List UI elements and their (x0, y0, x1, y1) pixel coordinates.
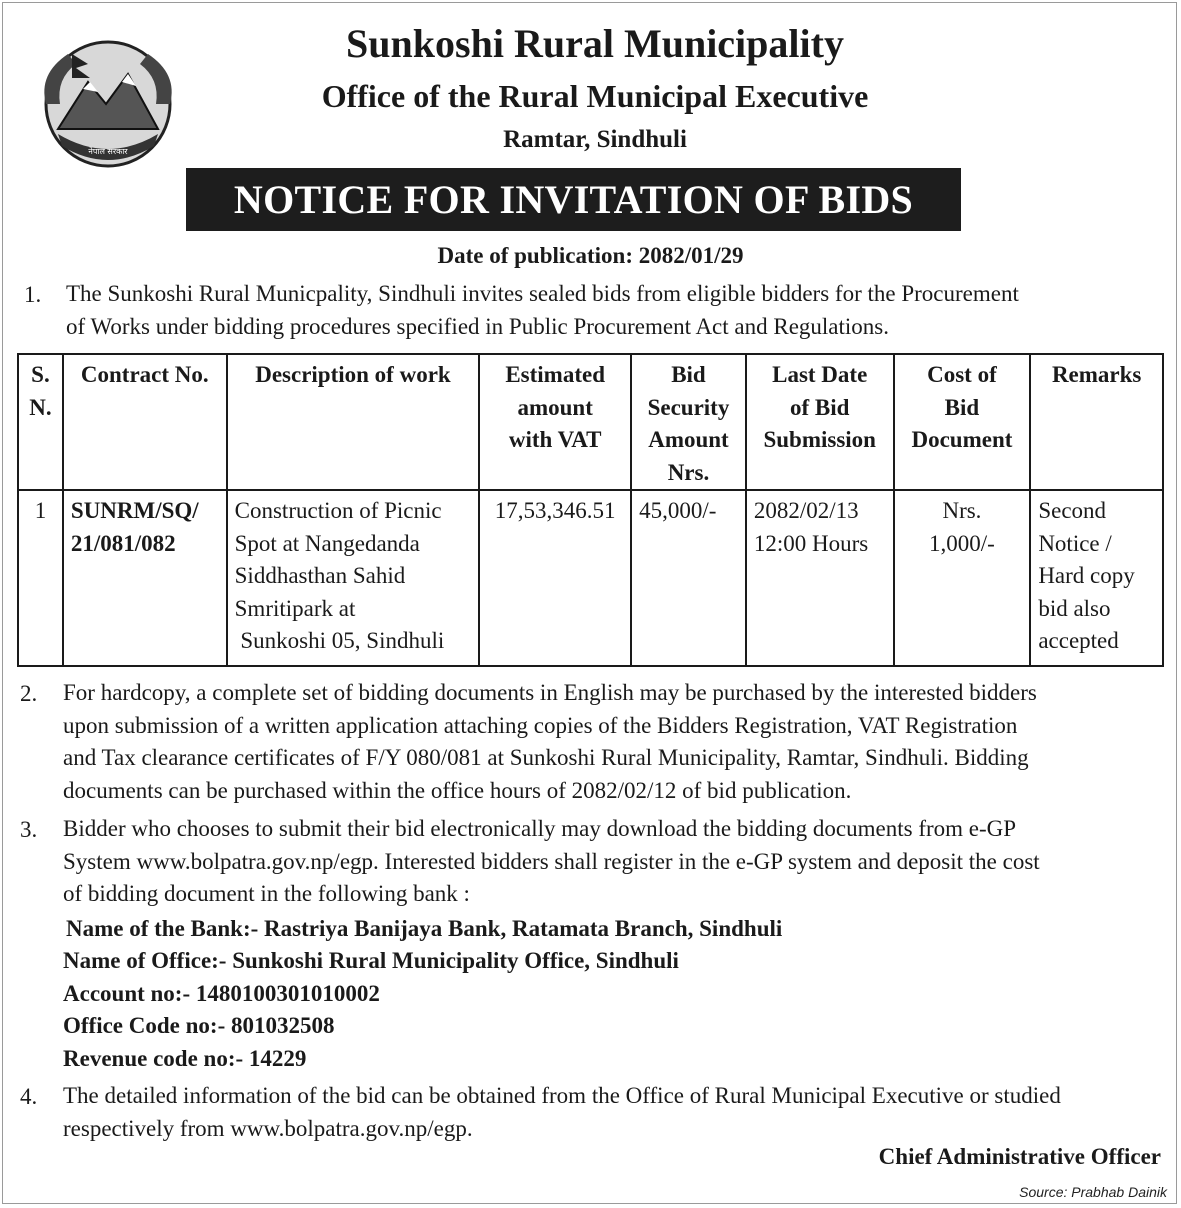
para3-line: of bidding document in the following bank : (63, 881, 470, 906)
para2-line: and Tax clearance certificates of F/Y 080/081 at Sunkoshi Rural Municipality, Ramtar, Sindhuli. Bidding (63, 745, 1029, 770)
header-cost-of-document: Cost of Bid Document (894, 354, 1031, 490)
cell-estimated-amount: 17,53,346.51 (479, 490, 631, 666)
bank-office-name: Name of Office:- Sunkoshi Rural Municipality Office, Sindhuli (63, 948, 679, 973)
para4-line: The detailed information of the bid can be obtained from the Office of Rural Municipal Executive or studied (63, 1083, 1061, 1108)
header-remarks: Remarks (1030, 354, 1163, 490)
cell-description: Construction of Picnic Spot at Nangedanda Siddhasthan Sahid Smritipark at Sunkoshi 05, Sindhuli (227, 490, 480, 666)
cell-last-date: 2082/02/13 12:00 Hours (746, 490, 894, 666)
para2-line: For hardcopy, a complete set of bidding documents in English may be purchased by the interested bidders (63, 680, 1037, 705)
office-location: Ramtar, Sindhuli (503, 126, 687, 153)
para4-line: respectively from www.bolpatra.gov.np/egp. (63, 1115, 473, 1141)
cell-cost-of-document: Nrs. 1,000/- (894, 490, 1031, 666)
bid-table (17, 353, 1164, 667)
office-title: Office of the Rural Municipal Executive (321, 78, 869, 114)
cell-contract-no: SUNRM/SQ/ 21/081/082 (63, 490, 227, 666)
header-bid-security: Bid Security Amount Nrs. (631, 354, 746, 490)
cell-sn: 1 (18, 490, 63, 666)
para1-line1: The Sunkoshi Rural Municpality, Sindhuli invites sealed bids from eligible bidders for the Procurement (66, 281, 1019, 306)
source-credit: Source: Prabhab Dainik (1019, 1184, 1167, 1200)
cell-bid-security: 45,000/- (631, 490, 746, 666)
bank-office-code: Office Code no:- 801032508 (63, 1013, 335, 1038)
header-last-date: Last Date of Bid Submission (746, 354, 894, 490)
para1-number: 1. (24, 282, 42, 307)
table-row (18, 490, 1163, 666)
para1-text (66, 278, 1166, 343)
header-sn: S. N. (18, 354, 63, 490)
table-header-row (18, 354, 1163, 490)
header-estimated-amount: Estimated amount with VAT (479, 354, 631, 490)
bank-revenue-code: Revenue code no:- 14229 (63, 1046, 307, 1071)
para1-line2: of Works under bidding procedures specified in Public Procurement Act and Regulations. (66, 313, 889, 339)
para2-text (63, 677, 1168, 807)
para2-number: 2. (20, 681, 38, 706)
nepal-emblem-logo (28, 34, 188, 174)
para3-text (63, 813, 1168, 911)
bank-account-no: Account no:- 1480100301010002 (63, 981, 380, 1006)
cell-remarks: Second Notice / Hard copy bid also accepted (1030, 490, 1163, 666)
para4-text (63, 1080, 1168, 1145)
publication-date: Date of publication: 2082/01/29 (437, 243, 744, 268)
para4-number: 4. (20, 1084, 38, 1109)
header-description: Description of work (227, 354, 480, 490)
signature-title: Chief Administrative Officer (878, 1144, 1161, 1169)
para2-line: documents can be purchased within the office hours of 2082/02/12 of bid publication. (63, 777, 852, 803)
notice-title-banner: NOTICE FOR INVITATION OF BIDS (186, 168, 961, 231)
para3-line: System www.bolpatra.gov.np/egp. Interested bidders shall register in the e-GP system and deposit the cost (63, 848, 1040, 874)
bank-name: Name of the Bank:- Rastriya Banijaya Bank, Ratamata Branch, Sindhuli (66, 916, 783, 941)
para2-line: upon submission of a written application attaching copies of the Bidders Registration, VAT Registration (63, 712, 1018, 738)
para3-number: 3. (20, 817, 38, 842)
svg-text:नेपाल सरकार: नेपाल सरकार (88, 147, 128, 156)
header-contract-no: Contract No. (63, 354, 227, 490)
municipality-title: Sunkoshi Rural Municipality (346, 21, 844, 66)
para3-line: Bidder who chooses to submit their bid electronically may download the bidding documents from e-GP (63, 816, 1017, 841)
